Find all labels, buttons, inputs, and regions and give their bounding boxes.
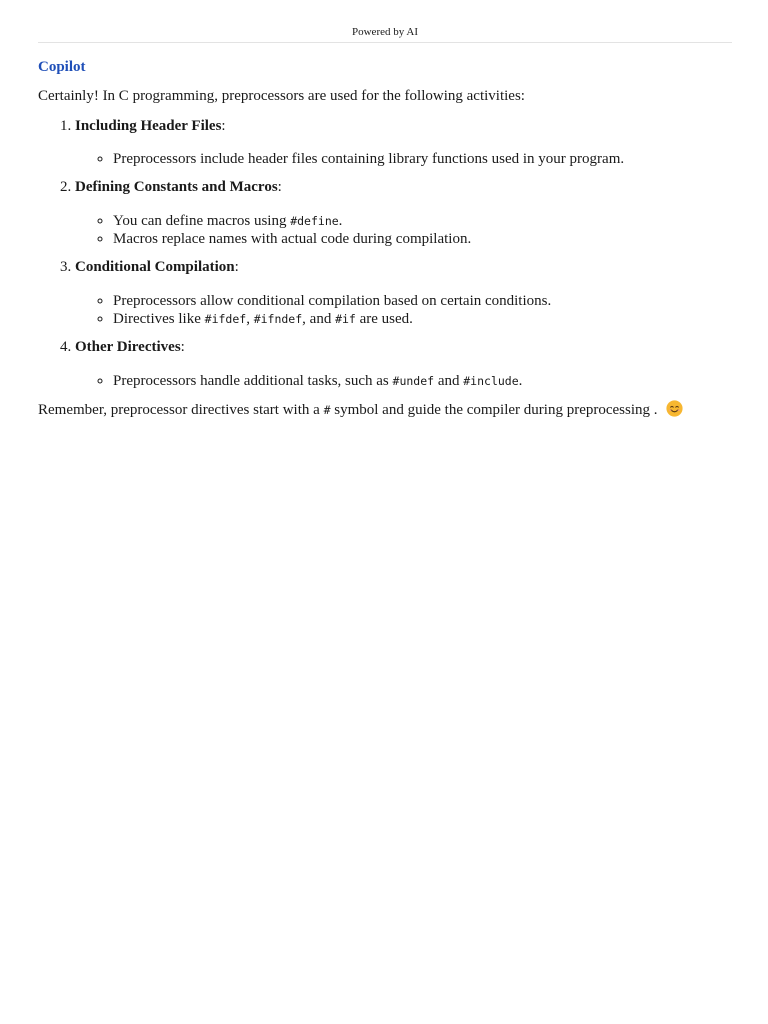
bullet-item: ◦ Preprocessors handle additional tasks, such as #undef and #include. [113, 372, 732, 390]
inline-code: # [323, 402, 331, 417]
item-title: Conditional Compilation [75, 259, 235, 275]
item-title: Defining Constants and Macros [75, 179, 278, 196]
closing-text-body: Remember, preprocessor directives start with a # symbol and guide the compiler during preprocessing . [38, 401, 662, 418]
inline-code: #define [290, 214, 339, 228]
sub-list [75, 212, 732, 248]
inline-code: #ifndef [253, 311, 303, 326]
inline-code: #ifdef [204, 311, 247, 326]
inline-code: #undef [392, 373, 435, 388]
list-item: 1. Including Header Files: ◦ Preprocessors include header files containing library functions used in your program. [75, 117, 732, 169]
smiling-face-icon [666, 400, 683, 417]
bullet-item: ◦ Directives like #ifdef, #ifndef, and #if are used. [113, 310, 732, 328]
powered-by-label: Powered by AI [38, 26, 732, 43]
activity-list [38, 117, 732, 390]
closing-text [38, 400, 732, 420]
bullet-item: ◦ Preprocessors allow conditional compilation based on certain conditions. [113, 292, 732, 310]
chat-message [38, 58, 732, 419]
intro-text: Certainly! In C programming, preprocessors are used for the following activities: [38, 87, 525, 104]
inline-code: #include [463, 373, 519, 388]
list-item: 4. Other Directives: ◦ Preprocessors handle additional tasks, such as #undef and #include. [75, 338, 732, 390]
bullet-item: ◦ You can define macros using #define. [113, 212, 732, 230]
list-item: 2. Defining Constants and Macros: ◦ You can define macros using #define. ◦ Macros replace names with actual code during compilation. [75, 178, 732, 248]
bullet-item: ◦ Macros replace names with actual code during compilation. [113, 230, 732, 248]
item-title: Including Header Files [75, 117, 222, 134]
sub-list [75, 292, 732, 328]
sub-list [75, 372, 732, 390]
bullet-item: ◦ Preprocessors include header files containing library functions used in your program. [113, 150, 732, 168]
inline-code: #if [335, 311, 356, 326]
sub-list [75, 150, 732, 168]
item-title: Other Directives [75, 338, 181, 355]
sender-name: Copilot [38, 59, 86, 75]
list-item: 3. Conditional Compilation: ◦ Preprocessors allow conditional compilation based on certain conditions. ◦ Directives like #ifdef, #ifndef, and #if are used. [75, 258, 732, 328]
